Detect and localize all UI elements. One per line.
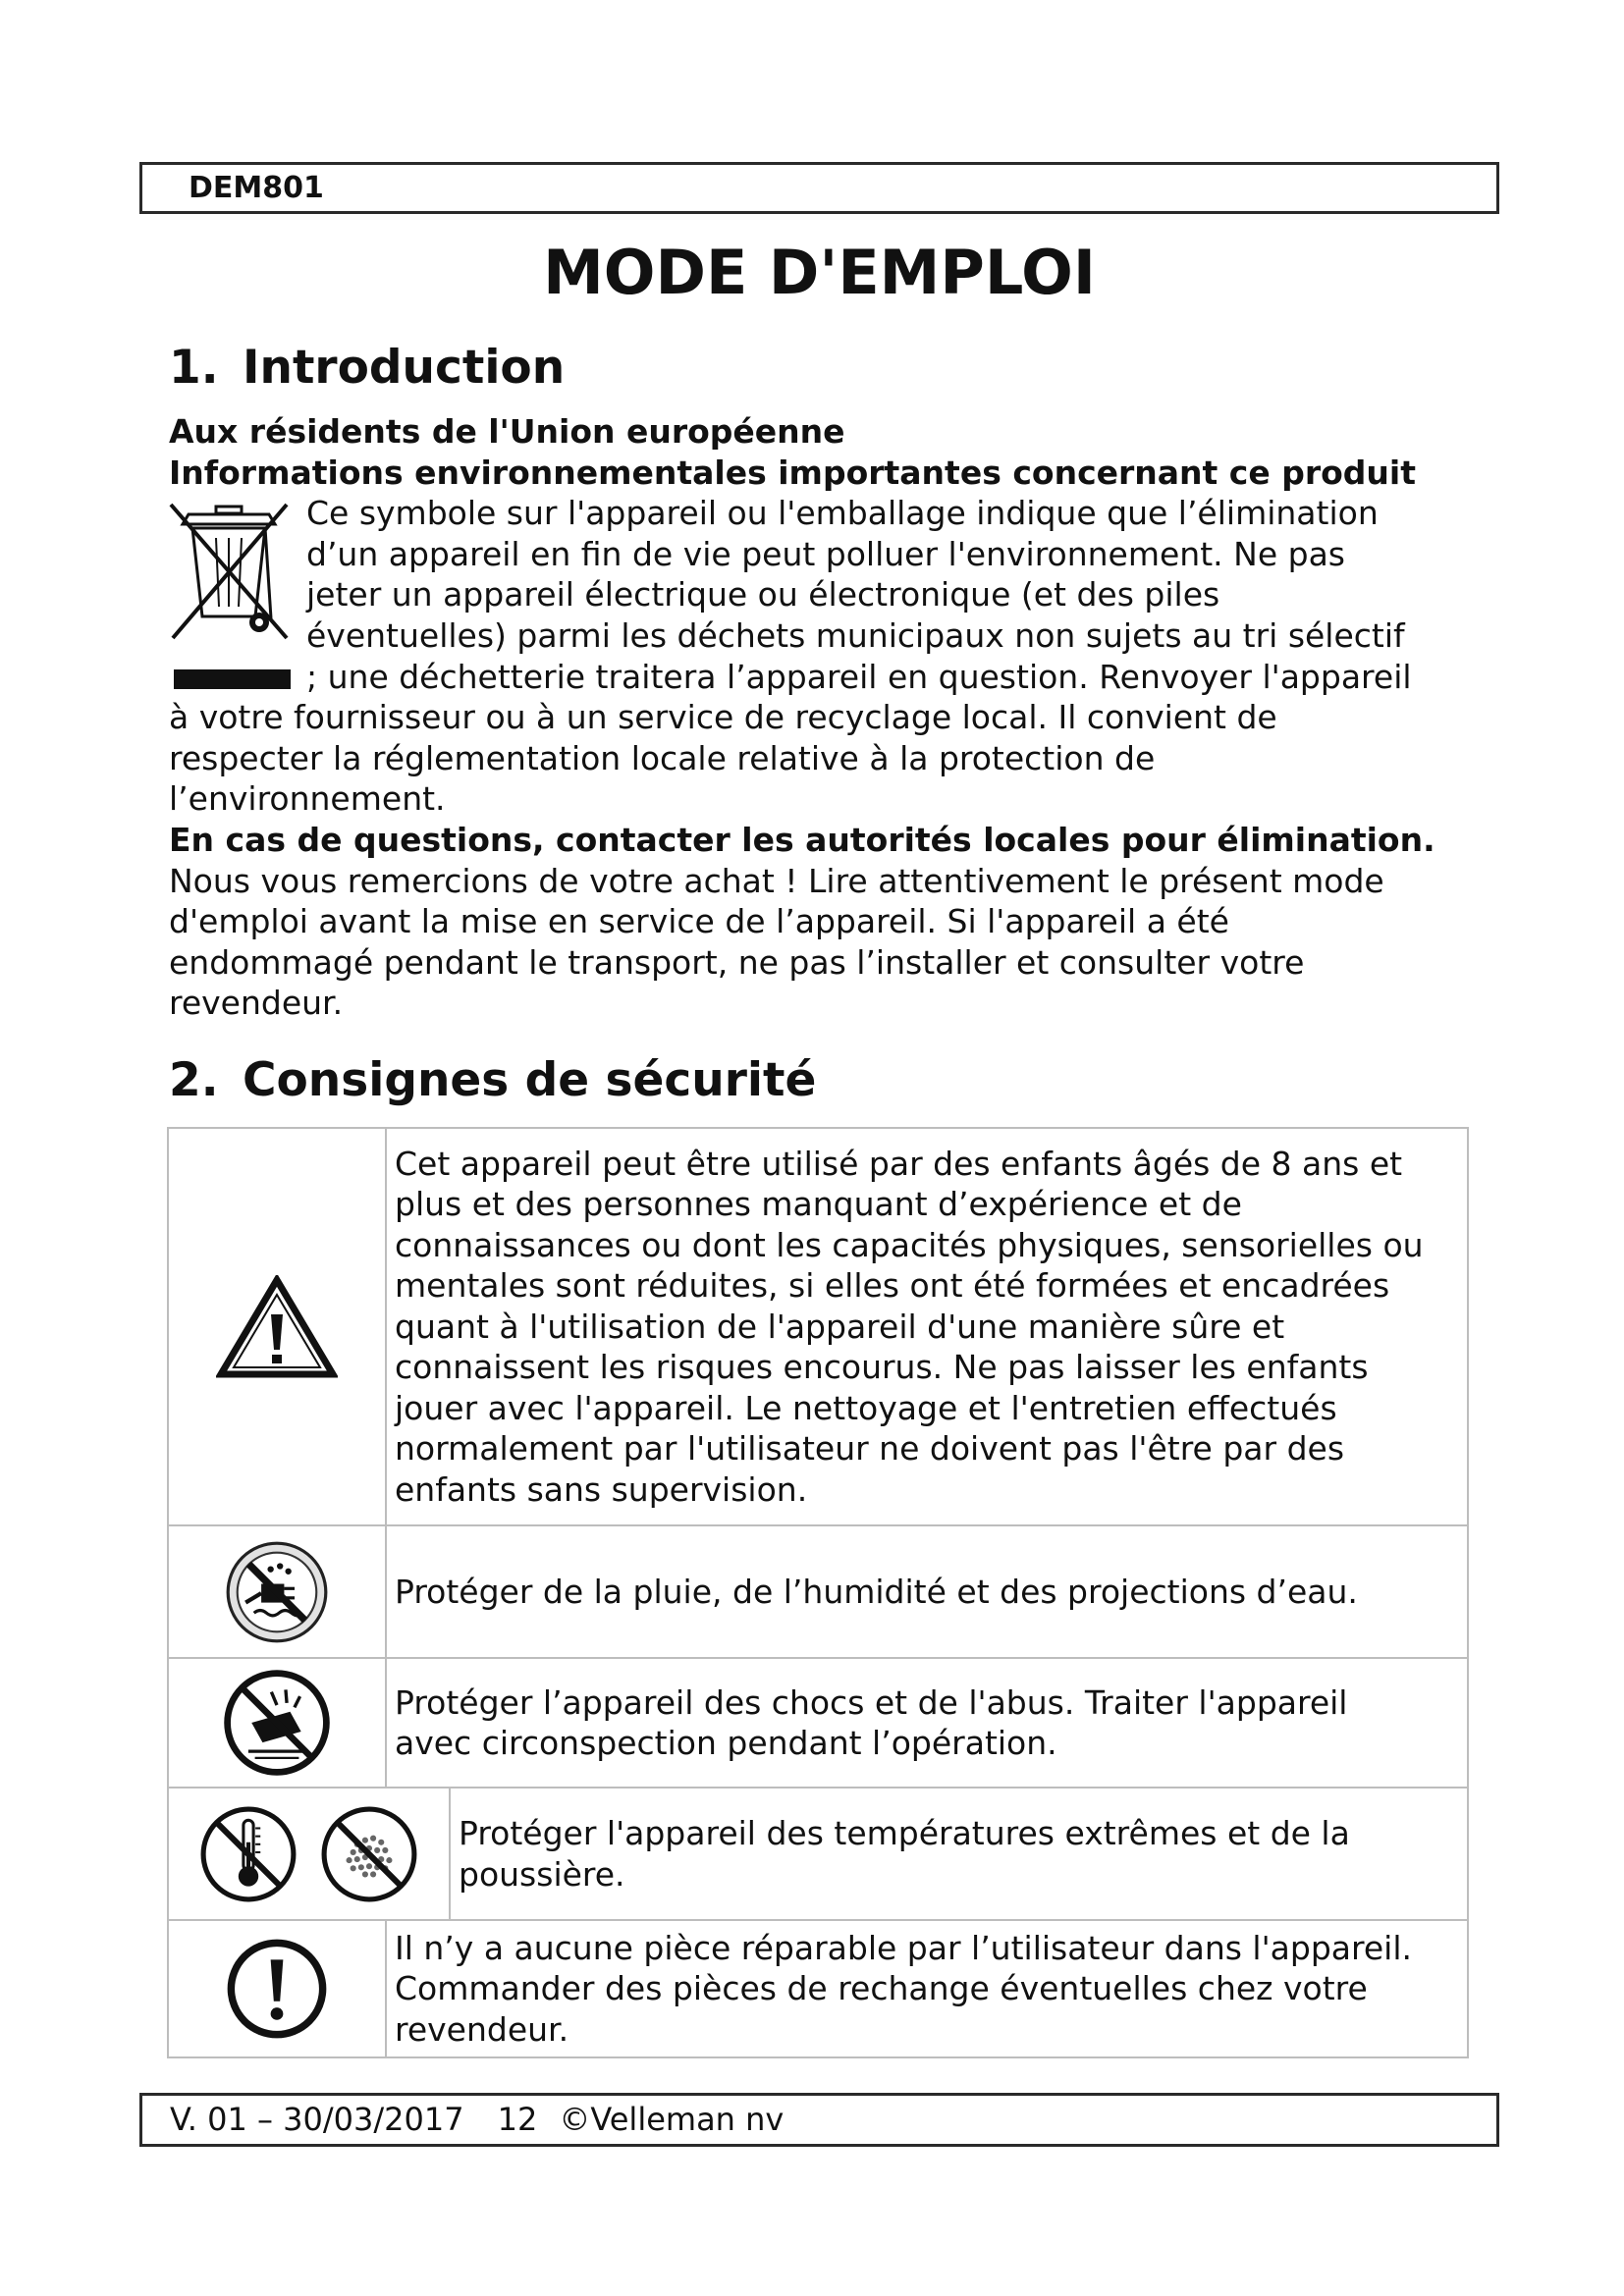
weee-notice — [169, 493, 1485, 697]
section-number: 2. — [169, 1053, 219, 1107]
instruction-text — [387, 1659, 1467, 1787]
table-row — [169, 1657, 1467, 1787]
footer-bar — [139, 2093, 1499, 2147]
instruction-text — [451, 1789, 1467, 1919]
subheading-eu-residents: Aux résidents de l'Union européenne — [169, 412, 845, 451]
safety-instructions-table — [167, 1127, 1469, 2058]
no-impact-icon — [222, 1668, 332, 1778]
text-line: d’un appareil en fin de vie peut polluer l'environnement. Ne pas — [306, 534, 1345, 573]
crossed-out-wheeled-bin-icon — [167, 501, 295, 692]
introduction-text — [169, 411, 1485, 1024]
text-line: à votre fournisseur ou à un service de recyclage local. Il convient de — [169, 698, 1277, 737]
section-title: Introduction — [243, 341, 566, 395]
icon-cell — [169, 1129, 387, 1524]
text-line: normalement par l'utilisateur ne doivent pas l'être par des — [395, 1429, 1345, 1468]
section-title: Consignes de sécurité — [243, 1053, 817, 1107]
text-line: Commander des pièces de rechange éventuelles chez votre — [395, 1969, 1368, 2008]
icon-cell — [169, 1789, 451, 1919]
icon-cell — [169, 1659, 387, 1787]
instruction-text — [387, 1526, 1467, 1657]
text-line: poussière. — [459, 1854, 625, 1894]
text-line: respecter la réglementation locale relative à la protection de — [169, 738, 1156, 777]
text-line: d'emploi avant la mise en service de l’appareil. Si l'appareil a été — [169, 902, 1229, 941]
text-line: avec circonspection pendant l’opération. — [395, 1724, 1057, 1762]
icon-cell — [169, 1526, 387, 1657]
warning-triangle-icon — [216, 1275, 338, 1379]
instruction-text — [387, 1921, 1467, 2056]
text-line: connaissent les risques encourus. Ne pas laisser les enfants — [395, 1348, 1369, 1387]
text-line: Nous vous remercions de votre achat ! Lire attentivement le présent mode — [169, 861, 1384, 900]
text-line: jeter un appareil électrique ou électronique (et des piles — [306, 575, 1220, 614]
no-water-icon — [225, 1540, 329, 1644]
icon-cell — [169, 1921, 387, 2056]
text-line: plus et des personnes manquant d’expérience et de — [395, 1185, 1242, 1224]
version-date: V. 01 – 30/03/2017 — [170, 2101, 464, 2138]
no-extreme-temperature-icon — [198, 1804, 298, 1904]
text-line: ; une déchetterie traitera l’appareil en question. Renvoyer l'appareil — [306, 657, 1412, 696]
text-line: Ce symbole sur l'appareil ou l'emballage indique que l’élimination — [306, 494, 1379, 533]
text-line: Protéger de la pluie, de l’humidité et des projections d’eau. — [395, 1572, 1358, 1611]
text-line: Cet appareil peut être utilisé par des enfants âgés de 8 ans et — [395, 1144, 1403, 1183]
no-dust-icon — [319, 1804, 419, 1904]
text-line: quant à l'utilisation de l'appareil d'une manière sûre et — [395, 1307, 1285, 1346]
model-number: DEM801 — [189, 171, 324, 205]
text-line: mentales sont réduites, si elles ont été formées et encadrées — [395, 1266, 1390, 1306]
text-line: revendeur. — [395, 2009, 569, 2049]
page-title: MODE D'EMPLOI — [543, 237, 1096, 308]
section-number: 1. — [169, 341, 219, 395]
text-line: revendeur. — [169, 984, 344, 1023]
text-line: endommagé pendant le transport, ne pas l’installer et consulter votre — [169, 942, 1305, 982]
instruction-text — [387, 1129, 1467, 1524]
table-row — [169, 1919, 1467, 2056]
table-row — [169, 1787, 1467, 1919]
text-line: Il n’y a aucune pièce réparable par l’utilisateur dans l'appareil. — [395, 1928, 1412, 1967]
text-line: enfants sans supervision. — [395, 1469, 808, 1509]
table-row — [169, 1524, 1467, 1657]
text-line: jouer avec l'appareil. Le nettoyage et l'entretien effectués — [395, 1388, 1337, 1427]
section-heading-safety — [169, 1053, 816, 1108]
header-bar — [139, 162, 1499, 214]
text-line: l’environnement. — [169, 779, 446, 819]
text-line: Protéger l'appareil des températures extrêmes et de la — [459, 1814, 1350, 1852]
section-heading-introduction — [169, 341, 565, 396]
copyright: ©Velleman nv — [559, 2101, 785, 2138]
questions-note: En cas de questions, contacter les autorités locales pour élimination. — [169, 820, 1435, 859]
text-line: Protéger l’appareil des chocs et de l'abus. Traiter l'appareil — [395, 1682, 1348, 1722]
page-number: 12 — [497, 2101, 538, 2138]
subheading-environmental-info: Informations environnementales importantes concernant ce produit — [169, 453, 1417, 492]
text-line: éventuelles) parmi les déchets municipaux non sujets au tri sélectif — [306, 615, 1405, 655]
table-row — [169, 1129, 1467, 1524]
exclamation-circle-icon — [225, 1937, 329, 2041]
text-line: connaissances ou dont les capacités physiques, sensorielles ou — [395, 1225, 1424, 1264]
